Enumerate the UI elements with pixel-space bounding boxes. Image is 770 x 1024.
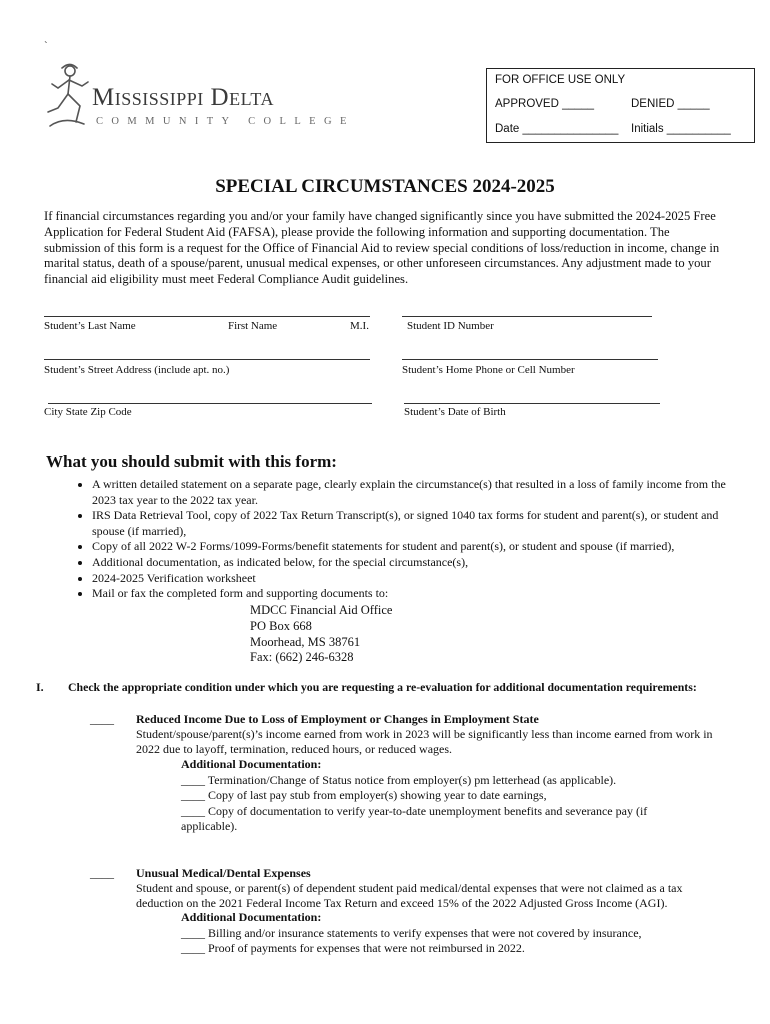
office-initials-field[interactable]: Initials __________ bbox=[631, 123, 731, 135]
submit-list bbox=[68, 477, 742, 602]
documentation-item[interactable]: ____ Termination/Change of Status notice from employer(s) pm letterhead (as applicable). bbox=[181, 773, 617, 787]
mi-label: M.I. bbox=[350, 320, 369, 332]
condition-description: Student/spouse/parent(s)’s income earned from work in 2023 will be significantly less than income earned from work in 2022 due to layoff, termination, reduced hours, or reduced wages. bbox=[136, 727, 713, 757]
documentation-item[interactable]: ____ Billing and/or insurance statements to verify expenses that were not covered by insurance, bbox=[181, 926, 642, 940]
section-number: I. bbox=[36, 680, 44, 694]
last-name-label: Student’s Last Name bbox=[44, 320, 136, 332]
stray-mark: ` bbox=[44, 40, 48, 52]
list-item: • 2024-2025 Verification worksheet bbox=[92, 571, 742, 587]
condition-description: Student and spouse, or parent(s) of dependent student paid medical/dental expenses that were not claimed as a tax deduction on the 2021 Federal Income Tax Return and exceed 15% of the 2022 Adjusted Gross Income (AGI). bbox=[136, 881, 683, 911]
list-item: • A written detailed statement on a separate page, clearly explain the circumstance(s) that resulted in a loss of family income from the 2023 tax year to the 2022 tax year. bbox=[92, 477, 742, 508]
office-date-field[interactable]: Date _______________ bbox=[495, 123, 619, 135]
intro-paragraph: If financial circumstances regarding you and/or your family have changed significantly since you have submitted the 2024-2025 Free Application for Federal Student Aid (FAFSA), please provide the following information and supporting documentation. The submission of this form is a request for the Office of Financial Aid to review special conditions of loss/reduction in income, change in marital status, death of a spouse/parent, unusual medical expenses, or other unforeseen circumstances. Any adjustment made to your financial aid eligibility must meet Federal Compliance Audit guidelines. bbox=[44, 209, 720, 287]
condition-title: Unusual Medical/Dental Expenses bbox=[136, 866, 311, 880]
first-name-label: First Name bbox=[228, 320, 278, 332]
logo-college-subtitle: COMMUNITY COLLEGE bbox=[96, 116, 355, 127]
list-item: • IRS Data Retrieval Tool, copy of 2022 Tax Return Transcript(s), or signed 1040 tax forms for student and parent(s), or student and spouse (if married), bbox=[92, 508, 742, 539]
address-line: PO Box 668 bbox=[250, 618, 312, 633]
street-address-label: Student’s Street Address (include apt. no.) bbox=[44, 364, 230, 376]
student-id-label: Student ID Number bbox=[407, 320, 494, 332]
logo-runner-icon bbox=[44, 62, 96, 130]
office-use-heading: FOR OFFICE USE ONLY bbox=[495, 74, 626, 86]
date-of-birth-line[interactable] bbox=[404, 403, 660, 404]
city-state-zip-line[interactable] bbox=[48, 403, 372, 404]
condition-checkbox-medical-expenses[interactable]: ____ bbox=[90, 866, 114, 880]
street-address-line[interactable] bbox=[44, 359, 370, 360]
documentation-item[interactable]: ____ Proof of payments for expenses that were not reimbursed in 2022. bbox=[181, 941, 525, 956]
last-name-line[interactable] bbox=[44, 316, 370, 317]
approved-field[interactable]: APPROVED _____ bbox=[495, 98, 595, 110]
fax-number: Fax: (662) 246-6328 bbox=[250, 650, 354, 665]
documentation-list bbox=[181, 926, 681, 957]
additional-documentation-label: Additional Documentation: bbox=[181, 910, 322, 924]
page-title: SPECIAL CIRCUMSTANCES 2024-2025 bbox=[215, 176, 555, 197]
date-of-birth-label: Student’s Date of Birth bbox=[404, 406, 506, 418]
list-item: • Copy of all 2022 W-2 Forms/1099-Forms/benefit statements for student and parent(s), or student and spouse (if married), bbox=[92, 539, 742, 555]
phone-label: Student’s Home Phone or Cell Number bbox=[402, 364, 575, 376]
phone-line[interactable] bbox=[402, 359, 658, 360]
denied-field[interactable]: DENIED _____ bbox=[631, 98, 710, 110]
section-heading: Check the appropriate condition under which you are requesting a re-evaluation for additional documentation requirements: bbox=[68, 680, 697, 694]
documentation-list bbox=[181, 773, 681, 835]
student-id-line[interactable] bbox=[402, 316, 652, 317]
additional-documentation-label: Additional Documentation: bbox=[181, 757, 322, 771]
documentation-item[interactable]: ____ Copy of documentation to verify year-to-date unemployment benefits and severance pay (if applicable). bbox=[181, 803, 648, 834]
mailing-address bbox=[250, 603, 392, 666]
condition-title: Reduced Income Due to Loss of Employment or Changes in Employment State bbox=[136, 712, 539, 726]
address-line: MDCC Financial Aid Office bbox=[250, 603, 393, 617]
list-item: • Mail or fax the completed form and supporting documents to: bbox=[92, 586, 742, 602]
documentation-item[interactable]: ____ Copy of last pay stub from employer(s) showing year to date earnings, bbox=[181, 788, 547, 803]
logo-college-name: Mississippi Delta bbox=[92, 84, 274, 111]
list-item: • Additional documentation, as indicated below, for the special circumstance(s), bbox=[92, 555, 742, 571]
city-state-zip-label: City State Zip Code bbox=[44, 406, 132, 418]
address-line: Moorhead, MS 38761 bbox=[250, 634, 361, 649]
condition-checkbox-reduced-income[interactable]: ____ bbox=[90, 712, 114, 726]
submit-heading: What you should submit with this form: bbox=[46, 452, 337, 471]
office-use-box bbox=[486, 68, 755, 143]
